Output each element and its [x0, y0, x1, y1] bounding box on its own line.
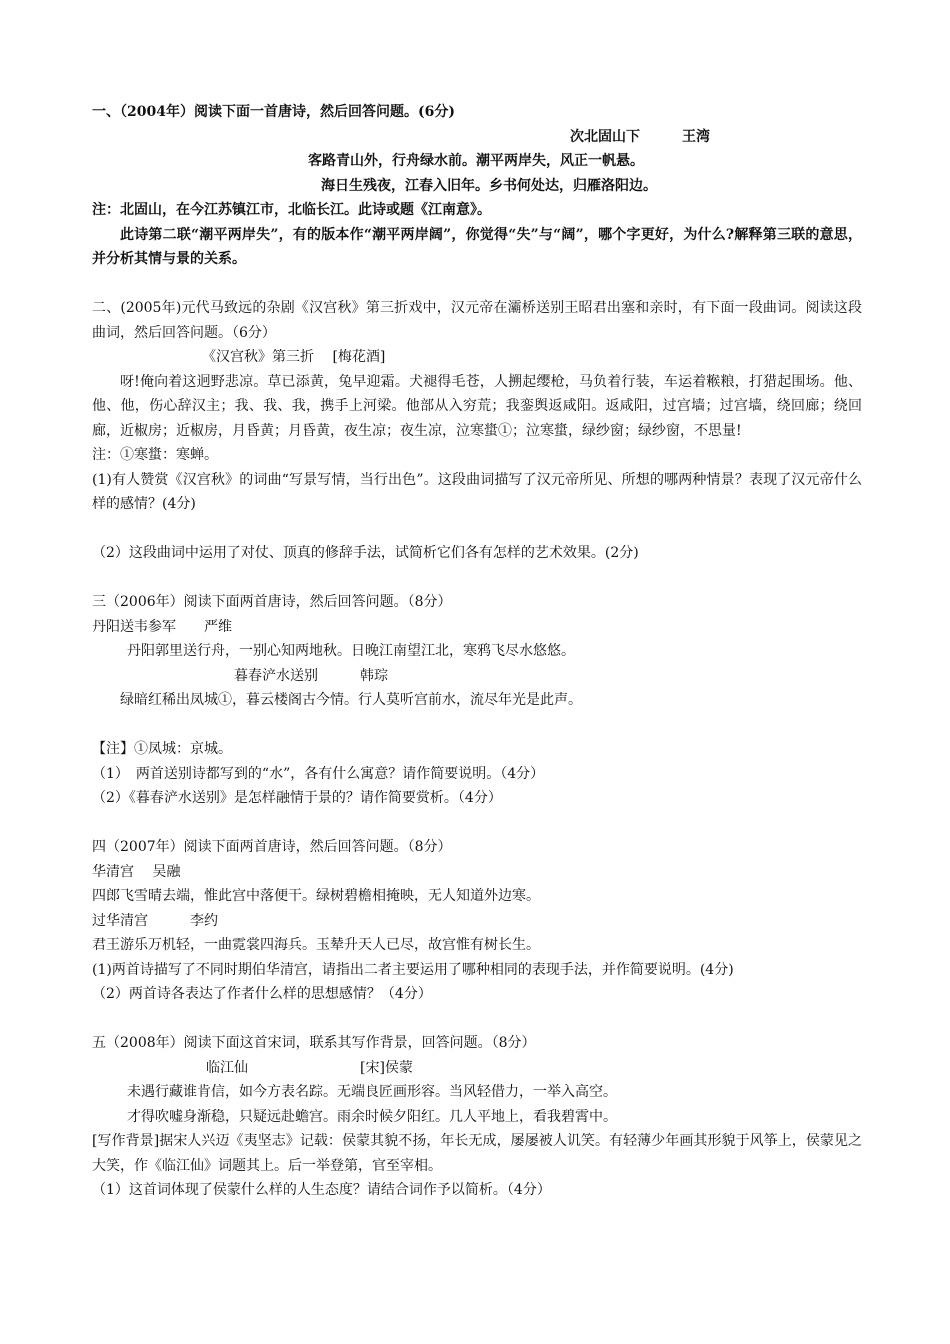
section4-poem1-title: 华清宫 吴融	[92, 863, 181, 880]
spacer	[92, 1007, 862, 1032]
section5-question1: （1）这首词体现了侯蒙什么样的人生态度？请结合词作予以简析。（4分）	[92, 1182, 551, 1198]
section4-heading: 四（2007年）阅读下面两首唐诗，然后回答问题。（8分）	[92, 839, 452, 855]
document-page	[92, 100, 862, 1203]
spacer	[92, 272, 862, 297]
section1-note: 注：北固山，在今江苏镇江市，北临长江。此诗或题《江南意》。	[92, 202, 491, 218]
section5-title: 临江仙 [宋]侯蒙	[206, 1059, 413, 1076]
section4-poem2-title: 过华清宫 李约	[92, 912, 218, 929]
section2-heading: 二、(2005年)元代马致远的杂剧《汉宫秋》第三折戏中，汉元帝在灞桥送别王昭君出塞和亲时，有下面一段曲词。阅读这段曲词，然后回答问题。（6分）	[92, 300, 862, 341]
section1-poem-title: 次北固山下 王湾	[570, 128, 710, 145]
spacer	[92, 566, 862, 591]
section3-poem1-text: 丹阳郭里送行舟，一别心知两地秋。日晚江南望江北，寒鸦飞尽水悠悠。	[127, 643, 575, 659]
section3-poem2-text: 绿暗红稀出凤城①，暮云楼阁古今情。行人莫听宫前水，流尽年光是此声。	[120, 692, 582, 708]
section4-poem1-text: 四郎飞雪晴去端，惟此宫中落便干。绿树碧檐相掩映，无人知道外边寒。	[92, 888, 540, 904]
section3-poem2-title: 暮春浐水送别 韩琮	[234, 667, 388, 684]
spacer	[92, 713, 862, 738]
section1-poem-line2: 海日生残夜，江春入旧年。乡书何处达，归雁洛阳边。	[321, 177, 657, 194]
section3-question2: （2）《暮春浐水送别》是怎样融情于景的？请作简要赏析。（4分）	[92, 790, 502, 806]
section4-question1: (1)两首诗描写了不同时期伯华清宫，请指出二者主要运用了哪种相同的表现手法，并作简要说明。(4分)	[92, 961, 734, 978]
section2-title: 《汉宫秋》第三折 [梅花酒]	[202, 349, 386, 365]
section2-note: 注：①寒螀：寒蝉。	[92, 447, 218, 463]
section3-poem1-title: 丹阳送韦参军 严维	[92, 618, 232, 635]
section1-question: 此诗第二联“潮平两岸失”，有的版本作“潮平两岸阔”，你觉得“失”与“阔”，哪个字更好，为什么?解释第三联的意思，并分析其情与景的关系。	[92, 226, 862, 267]
section3-question1: （1） 两首送别诗都写到的“水”，各有什么寓意？请作简要说明。（4分）	[92, 765, 545, 782]
spacer	[92, 811, 862, 836]
section2-text: 呀!俺向着这迥野悲凉。草已添黄，兔早迎霜。犬褪得毛苍，人搠起缨枪，马负着行装，车运着糇粮，打猎起围场。他、他、他，伤心辞汉主；我、我、我，携手上河梁。他部从入穷荒；我銮舆返咸阳。返咸阳，过宫墙；过宫墙，绕回廊；绕回廊，近椒房；近椒房，月昏黄；月昏黄，夜生凉；夜生凉，泣寒螀①；泣寒螀，绿纱窗；绿纱窗，不思量!	[92, 373, 862, 439]
section5-heading: 五（2008年）阅读下面这首宋词，联系其写作背景，回答问题。（8分）	[92, 1035, 536, 1051]
section2-question1: (1)有人赞赏《汉宫秋》的词曲“写景写情，当行出色”。这段曲词描写了汉元帝所见、所想的哪两种情景？表现了汉元帝什么样的感情？(4分)	[92, 471, 862, 512]
section1-poem-line1: 客路青山外，行舟绿水前。潮平两岸失，风正一帆悬。	[308, 153, 644, 169]
section3-note: 【注】①凤城：京城。	[92, 741, 232, 757]
section5-background: [写作背景]据宋人兴迈《夷坚志》记载：侯蒙其貌不扬，年长无成，屡屡被人讥笑。有轻薄少年画其形貌于风筝上，侯蒙见之大笑，作《临江仙》词题其上。后一举登第，官至宰相。	[92, 1133, 862, 1174]
section2-question2: （2）这段曲词中运用了对仗、顶真的修辞手法，试简析它们各有怎样的艺术效果。(2分)	[92, 545, 639, 561]
section4-poem2-text: 君王游乐万机轻，一曲霓裳四海兵。玉辇升天人已尽，故宫惟有树长生。	[92, 937, 540, 953]
spacer	[92, 517, 862, 542]
section3-heading: 三（2006年）阅读下面两首唐诗，然后回答问题。（8分）	[92, 594, 452, 610]
section4-question2: （2）两首诗各表达了作者什么样的思想感情？（4分）	[92, 986, 432, 1002]
section5-line2: 才得吹嘘身渐稳，只疑远赴蟾宫。雨余时候夕阳红。几人平地上，看我碧霄中。	[127, 1108, 617, 1125]
section1-heading: 一、（2004年）阅读下面一首唐诗，然后回答问题。(6分)	[92, 104, 455, 120]
section5-line1: 未遇行藏谁肯信，如今方表名踪。无端良匠画形容。当风轻借力，一举入高空。	[127, 1084, 617, 1100]
